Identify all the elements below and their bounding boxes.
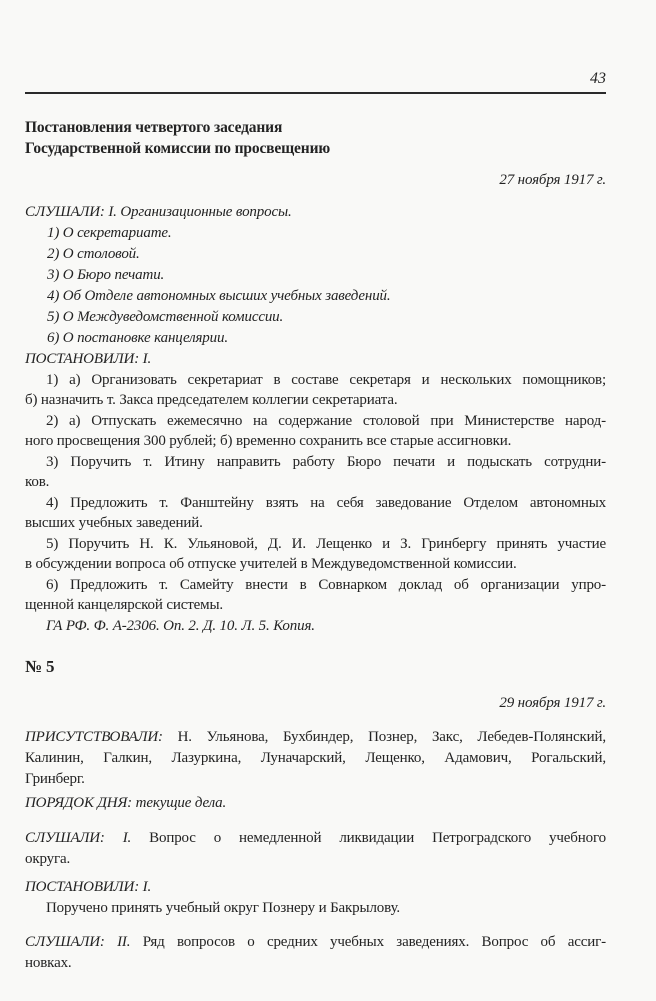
text-line: 3) Поручить т. Итину направить работу Бюро печати и подыскать сотрудни-: [46, 453, 606, 470]
text-line: в обсуждении вопроса об отпуске учителей в Междуведомственной комиссии.: [25, 556, 517, 572]
text-line: щенной канцелярской системы.: [25, 597, 223, 613]
present-label: ПРИСУТСТВОВАЛИ:: [25, 728, 163, 745]
agenda-item: 5) О Междуведомственной комиссии.: [47, 309, 284, 325]
text-line: 2) а) Отпускать ежемесячно на содержание столовой при Министерстве народ-: [46, 412, 606, 429]
doc1-source: ГА РФ. Ф. А-2306. Оп. 2. Д. 10. Л. 5. Копия.: [46, 617, 315, 634]
text-line: ков.: [25, 474, 50, 490]
doc2-heard2: [25, 932, 606, 974]
present-names: Н. Ульянова, Бухбиндер, Познер, Закс, Лебедев-Полянский,: [177, 728, 606, 745]
doc1-items: [25, 223, 606, 349]
text-line: 4) Предложить т. Фанштейну взять на себя заведование Отделом автономных: [46, 494, 606, 511]
doc2-resolved1-label: ПОСТАНОВИЛИ: I.: [25, 878, 152, 895]
text-line: высших учебных заведений.: [25, 515, 203, 531]
doc2-agenda: ПОРЯДОК ДНЯ: текущие дела.: [25, 794, 227, 811]
doc2-number: № 5: [25, 656, 55, 676]
doc2-heard1: [25, 828, 606, 870]
heard1-line: [25, 828, 606, 849]
heard2-label: СЛУШАЛИ: II.: [25, 933, 131, 950]
agenda-item: 4) Об Отделе автономных высших учебных заведений.: [47, 288, 391, 304]
header-rule: [25, 92, 606, 94]
doc2-resolved1-text: Поручено принять учебный округ Познеру и Бакрылову.: [46, 899, 401, 916]
page-number: 43: [590, 70, 606, 87]
doc2-date: 29 ноября 1917 г.: [499, 694, 606, 711]
agenda-item: 6) О постановке канцелярии.: [47, 330, 228, 346]
doc1-heard-heading: СЛУШАЛИ: I. Организационные вопросы.: [25, 204, 292, 220]
doc1-resolved: [25, 349, 606, 616]
text-line: ного просвещения 300 рублей; б) временно сохранить все старые ассигновки.: [25, 433, 512, 449]
heard1-label: СЛУШАЛИ: I.: [25, 829, 132, 846]
doc2-present: [25, 727, 606, 790]
heard1-line: округа.: [25, 850, 71, 867]
doc1-resolution-text: [25, 370, 606, 616]
present-line: Гринберг.: [25, 770, 85, 787]
doc1-title-line: Государственной комиссии по просвещению: [25, 140, 331, 157]
heard2-line: новках.: [25, 954, 72, 971]
present-line: Калинин, Галкин, Лазуркина, Луначарский, Лещенко, Адамович, Рогальский,: [25, 749, 606, 766]
doc1-date: 27 ноября 1917 г.: [499, 172, 606, 188]
doc1-resolved-label: ПОСТАНОВИЛИ: I.: [25, 351, 152, 367]
heard2-line: [25, 932, 606, 953]
page-body: [25, 117, 606, 974]
agenda-item: 1) О секретариате.: [47, 225, 172, 241]
agenda-item: 2) О столовой.: [47, 246, 140, 262]
agenda-item: 3) О Бюро печати.: [47, 267, 165, 283]
text-line: 6) Предложить т. Самейту внести в Совнарком доклад об организации упро-: [46, 576, 606, 593]
heard1-text: Вопрос о немедленной ликвидации Петроградского учебного: [149, 829, 606, 846]
heard2-text: Ряд вопросов о средних учебных заведениях. Вопрос об ассиг-: [142, 933, 606, 950]
present-line: [25, 727, 606, 748]
doc1-heard: [25, 202, 606, 349]
doc1-title: [25, 117, 606, 159]
text-line: 5) Поручить Н. К. Ульяновой, Д. И. Лещенко и З. Гринбергу принять участие: [46, 535, 606, 552]
text-line: 1) а) Организовать секретариат в составе секретаря и нескольких помощников;: [46, 371, 606, 388]
doc1-title-line: Постановления четвертого заседания: [25, 119, 283, 136]
text-line: б) назначить т. Закса председателем коллегии секретариата.: [25, 392, 398, 408]
